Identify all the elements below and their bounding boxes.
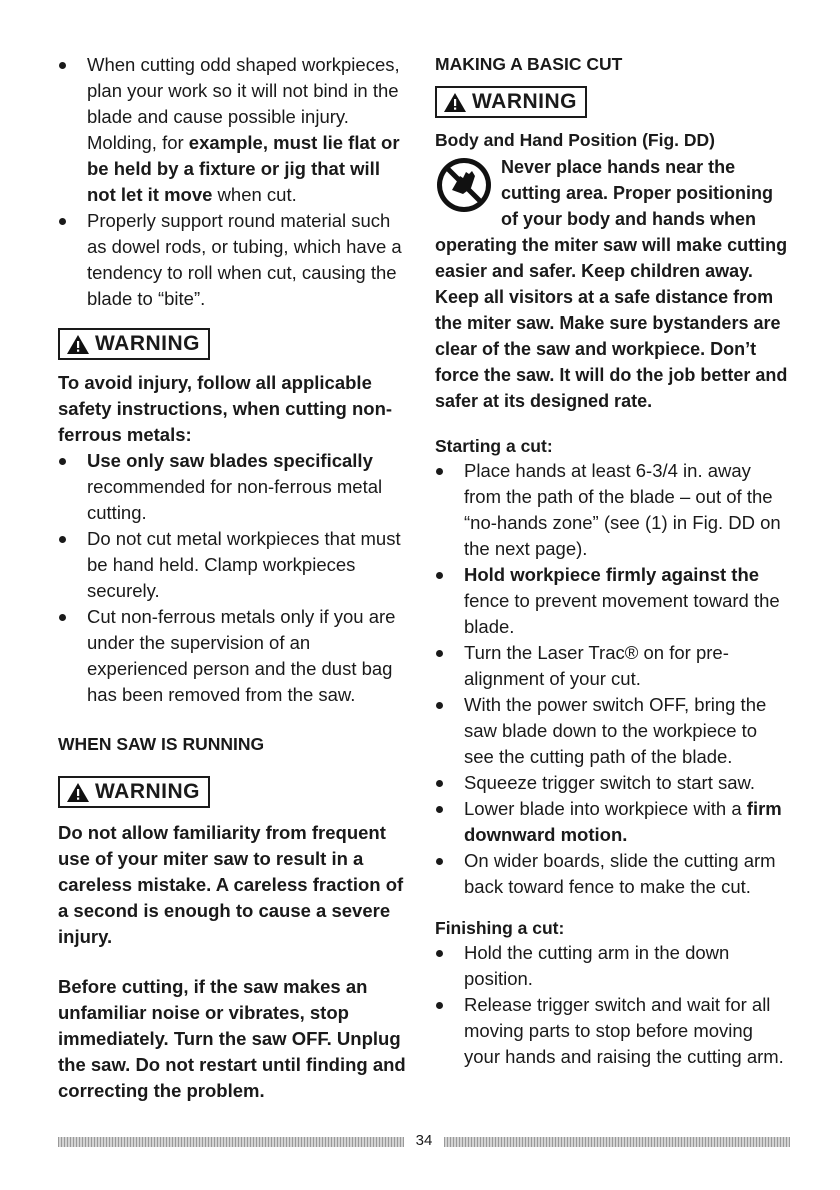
warning-box-2 (58, 776, 408, 808)
list-item: Properly support round material such as dowel rods, or tubing, which have a tendency to roll when cut, causing the blade to “bite”. (58, 208, 408, 312)
body-position-text: Never place hands near the cutting area. Proper positioning of your body and hands when operating the miter saw will make cutting easier and safer. Keep children away. Keep all visitors at a safe distance from the miter saw. Make sure bystanders are clear of the saw and workpiece. Don’t force the saw. It will do the job better and safer at its designed rate. (435, 157, 788, 411)
warning-text: Before cutting, if the saw makes an unfamiliar noise or vibrates, stop immediately. Turn the saw OFF. Unplug the saw. Do not restart until finding and correcting the problem. (58, 976, 406, 1101)
finishing-cut-bullet-list (435, 940, 790, 1070)
body-position-heading: Body and Hand Position (Fig. DD) (435, 130, 715, 150)
warning-text: To avoid injury, follow all applicable safety instructions, when cutting non-ferrous metals: (58, 372, 393, 445)
warning-triangle-icon (66, 782, 90, 803)
warning-label: WARNING (95, 780, 200, 803)
section-heading: WHEN SAW IS RUNNING (58, 734, 265, 754)
metal-bullet-list (58, 448, 408, 708)
warning-label: WARNING (472, 90, 577, 113)
list-item: Hold workpiece firmly against the fence to prevent movement toward the blade. (435, 562, 790, 640)
footer-rule-right (444, 1137, 790, 1147)
warning-box-1 (58, 328, 408, 360)
list-item: With the power switch OFF, bring the saw blade down to the workpiece to see the cutting path of the blade. (435, 692, 790, 770)
finishing-cut-heading: Finishing a cut: (435, 918, 565, 938)
list-item: Cut non-ferrous metals only if you are under the supervision of an experienced person and the dust bag has been removed from the saw. (58, 604, 408, 708)
list-item: Place hands at least 6-3/4 in. away from the path of the blade – out of the “no-hands zone” (see (1) in Fig. DD on the next page). (435, 458, 790, 562)
warning-box-3 (435, 86, 790, 118)
section-heading: MAKING A BASIC CUT (435, 54, 623, 74)
list-item: When cutting odd shaped workpieces, plan your work so it will not bind in the blade and cause possible injury. Molding, for example, must lie flat or be held by a fixture or jig that will not let it move when cut. (58, 52, 408, 208)
left-column (58, 52, 408, 1104)
page-footer (58, 1132, 790, 1148)
body-position-block (435, 154, 790, 414)
list-item: Do not cut metal workpieces that must be hand held. Clamp workpieces securely. (58, 526, 408, 604)
warning-triangle-icon (66, 334, 90, 355)
odd-shapes-bullet-list (58, 52, 408, 312)
list-item: Use only saw blades specifically recommended for non-ferrous metal cutting. (58, 448, 408, 526)
right-column (435, 52, 790, 1070)
warning-text: Do not allow familiarity from frequent use of your miter saw to result in a careless mistake. A careless fraction of a second is enough to cause a severe injury. (58, 822, 404, 947)
list-item: Hold the cutting arm in the down position. (435, 940, 790, 992)
no-hands-prohibition-icon (435, 156, 493, 214)
list-item: On wider boards, slide the cutting arm back toward fence to make the cut. (435, 848, 790, 900)
list-item: Lower blade into workpiece with a firm downward motion. (435, 796, 790, 848)
warning-label: WARNING (95, 332, 200, 355)
list-item: Squeeze trigger switch to start saw. (435, 770, 790, 796)
footer-rule-left (58, 1137, 404, 1147)
list-item: Turn the Laser Trac® on for pre-alignment of your cut. (435, 640, 790, 692)
starting-cut-bullet-list (435, 458, 790, 900)
page-number: 34 (415, 1132, 433, 1149)
list-item: Release trigger switch and wait for all moving parts to stop before moving your hands and raising the cutting arm. (435, 992, 790, 1070)
warning-triangle-icon (443, 92, 467, 113)
starting-cut-heading: Starting a cut: (435, 436, 553, 456)
